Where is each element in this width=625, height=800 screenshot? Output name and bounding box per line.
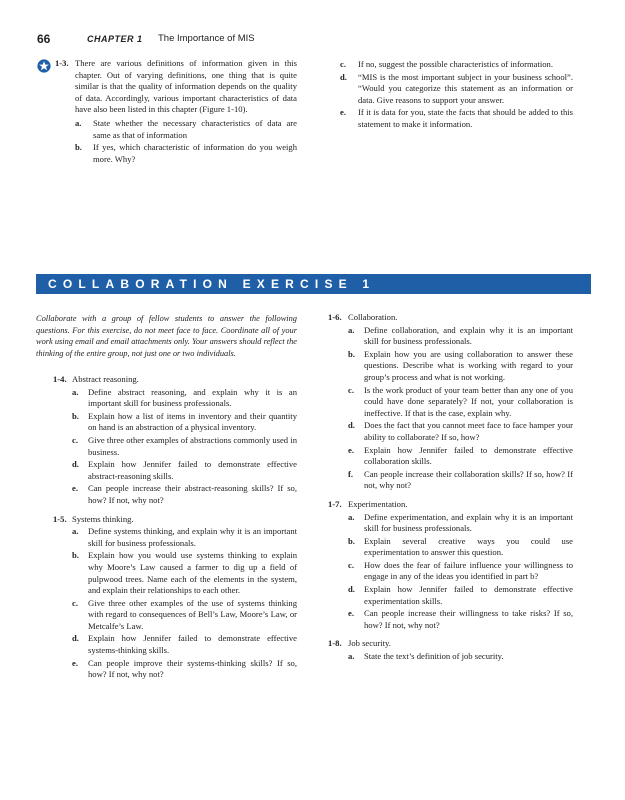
question-1-5 <box>36 514 297 526</box>
item-text: Explain how you are using collaboration to answer these questions. Describe what is working with regard to your group’s process and what is not working. <box>364 348 573 382</box>
question-title: Job security. <box>348 638 391 649</box>
item-letter: d. <box>340 71 347 82</box>
running-header <box>0 32 625 48</box>
item-letter: d. <box>348 584 355 595</box>
item-text: Explain how Jennifer failed to demonstrate effective experimentation skills. <box>364 584 573 606</box>
item-letter: e. <box>72 483 78 494</box>
item-letter: b. <box>72 410 79 421</box>
right-column-questions <box>328 312 573 663</box>
item-text: If no, suggest the possible characteristics of information. <box>358 59 553 69</box>
item-text: Explain how a list of items in inventory and their quantity on hand is an abstraction of a physical inventory. <box>88 410 297 433</box>
exercise-intro: Collaborate with a group of fellow students to answer the following questions. For this exercise, do not meet face to face. Coordinate all of your work using email and email attachments only. Your answers should reflect the thinking of the entire group, not just one or two individuals. <box>36 314 297 358</box>
item-text: State whether the necessary characteristics of data are same as that of information <box>93 117 297 140</box>
item-text: Define experimentation, and explain why it is an important skill for business professionals. <box>364 511 573 534</box>
section-banner <box>36 274 591 294</box>
question-title: Systems thinking. <box>72 513 134 524</box>
item-letter: c. <box>348 384 354 395</box>
item-text: Can people increase their abstract-reasoning skills? If so, how? If not, why not? <box>88 483 297 505</box>
question-title: Abstract reasoning. <box>72 374 139 384</box>
item-letter: a. <box>348 324 355 335</box>
item-letter: d. <box>72 459 79 470</box>
star-icon <box>37 59 51 73</box>
question-number: 1-6. <box>328 312 342 322</box>
question-1-4 <box>36 374 297 386</box>
question-1-7 <box>328 499 573 511</box>
question-number: 1-4. <box>53 374 67 384</box>
item-letter: a. <box>348 651 355 662</box>
page-number: 66 <box>37 32 51 46</box>
chapter-label: CHAPTER 1 <box>87 34 143 44</box>
item-letter: f. <box>348 468 354 479</box>
question-number: 1-8. <box>328 638 342 649</box>
question-1-8 <box>328 638 573 650</box>
banner-title: COLLABORATION EXERCISE 1 <box>48 277 376 291</box>
question-number: 1-7. <box>328 498 342 509</box>
item-text: Explain how Jennifer failed to demonstrate effective abstract-reasoning skills. <box>88 459 297 481</box>
item-letter: e. <box>348 608 354 619</box>
item-letter: e. <box>340 107 346 118</box>
item-text: State the text’s definition of job security. <box>364 651 504 662</box>
item-text: Give three other examples of abstractions commonly used in business. <box>88 434 297 457</box>
item-letter: c. <box>72 597 78 608</box>
item-letter: b. <box>72 550 79 561</box>
item-text: If yes, which characteristic of information do you weigh more. Why? <box>93 142 297 164</box>
question-text: There are various definitions of information given in this chapter. Out of varying definitions, one thing that is quite similar is that the quality of information depends on the quality of data. Accordingly, various important characteristics of data have also been listed in this chapter (Figure 1-10). <box>75 58 297 115</box>
item-text: Can people increase their collaboration skills? If so, how? If not, why not? <box>364 468 573 491</box>
item-letter: b. <box>348 348 355 359</box>
item-text: How does the fear of failure influence your willingness to engage in any of the ideas you identified in part b? <box>364 559 573 582</box>
item-letter: b. <box>75 142 82 153</box>
chapter-title: The Importance of MIS <box>158 33 255 44</box>
question-title: Collaboration. <box>348 312 398 322</box>
item-letter: a. <box>72 526 79 537</box>
item-text: Is the work product of your team better than any one of you could have done separately? If not, your collaboration is ineffective. If that is the case, explain why. <box>364 384 573 418</box>
item-letter: d. <box>348 420 355 431</box>
item-text: Does the fact that you cannot meet face to face hamper your ability to collaborate? If so, how? <box>364 420 573 442</box>
item-text: Can people improve their systems-thinking skills? If so, how? If not, why not? <box>88 657 297 680</box>
item-letter: b. <box>348 535 355 546</box>
left-column-questions <box>36 374 297 681</box>
item-text: Explain how you would use systems thinking to explain why Moore’s Law caused a farmer to dig up a field of pulpwood trees. Name each of the elements in the system, and explain their relationships to each other. <box>88 550 297 596</box>
item-text: Give three other examples of the use of systems thinking with regard to consequences of Bell’s Law, Moore’s Law, or Metcalfe’s Law. <box>88 597 297 631</box>
question-1-6 <box>328 312 573 324</box>
item-text: “MIS is the most important subject in your business school”. “Would you categorize this statement as an information or data. Give reasons to support your answer. <box>358 71 573 105</box>
item-text: Explain several creative ways you could use experimentation to answer this question. <box>364 535 573 558</box>
question-1-3 <box>55 58 297 165</box>
item-letter: e. <box>72 657 78 668</box>
item-text: If it is data for you, state the facts that should be added to this statement to make it information. <box>358 107 573 129</box>
question-number: 1-3. <box>55 58 69 68</box>
item-letter: a. <box>75 117 82 128</box>
item-text: Explain how Jennifer failed to demonstrate effective collaboration skills. <box>364 444 573 467</box>
item-text: Define collaboration, and explain why it is an important skill for business professionals. <box>364 324 573 347</box>
item-text: Define systems thinking, and explain why it is an important skill for business professionals. <box>88 526 297 548</box>
item-text: Can people increase their willingness to take risks? If so, how? If not, why not? <box>364 608 573 630</box>
item-letter: c. <box>72 434 78 445</box>
item-letter: d. <box>72 633 79 644</box>
item-text: Define abstract reasoning, and explain why it is an important skill for business professionals. <box>88 386 297 409</box>
question-title: Experimentation. <box>348 498 408 509</box>
item-letter: a. <box>348 511 355 522</box>
item-letter: c. <box>340 59 346 69</box>
question-number: 1-5. <box>53 513 67 524</box>
item-text: Explain how Jennifer failed to demonstrate effective systems-thinking skills. <box>88 633 297 656</box>
item-letter: e. <box>348 444 354 455</box>
item-letter: a. <box>72 386 79 397</box>
question-1-3-continued <box>330 58 573 131</box>
item-letter: c. <box>348 559 354 570</box>
